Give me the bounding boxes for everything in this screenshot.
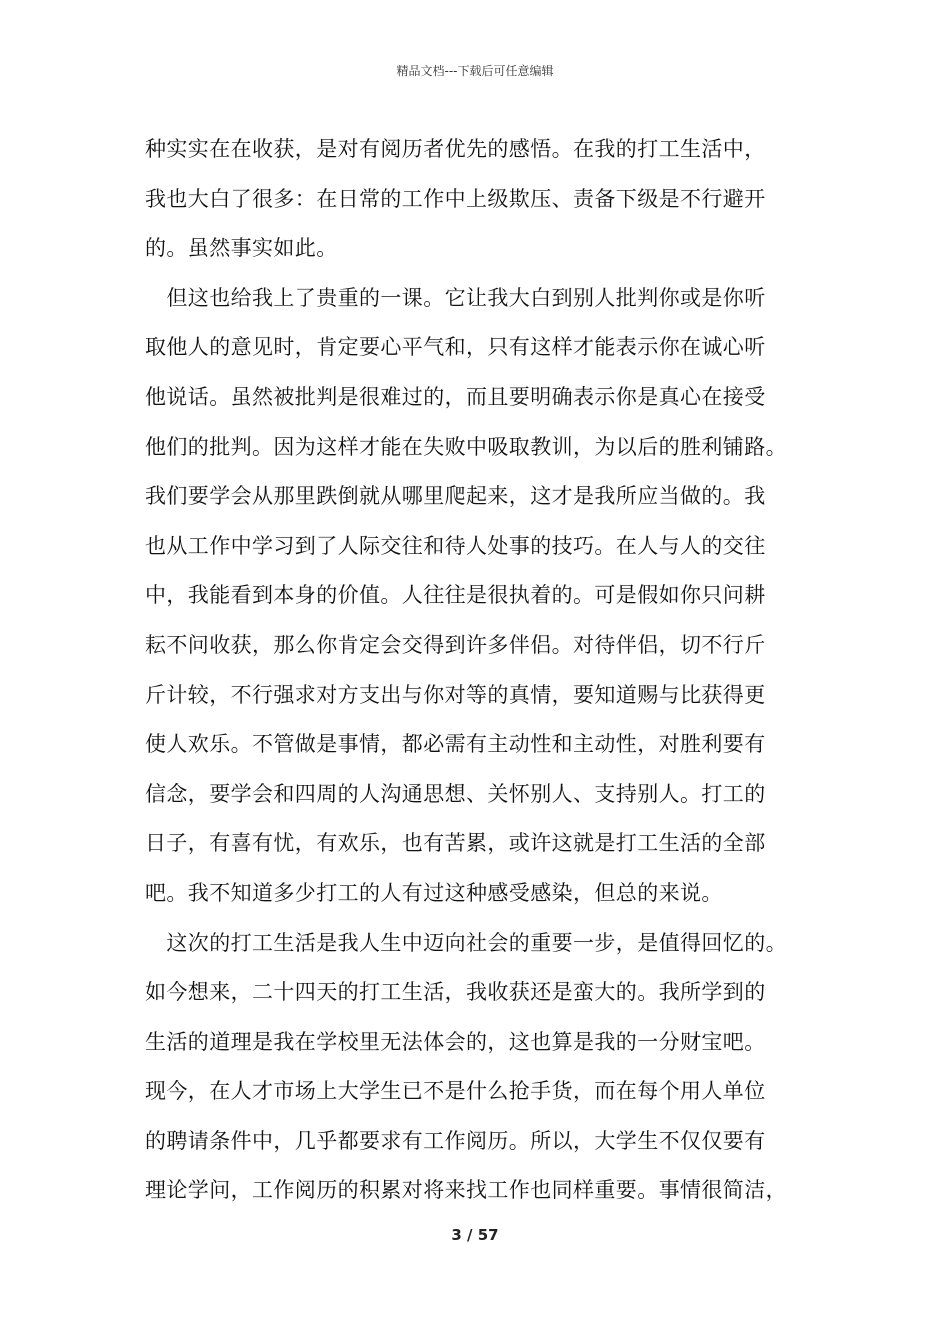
text-line: 斤计较，不行强求对方支出与你对等的真情，要知道赐与比获得更 [145,682,766,707]
page-number [0,1226,950,1244]
text-line: 如今想来，二十四天的打工生活，我收获还是蛮大的。我所学到的 [145,980,766,1005]
text-line: 吧。我不知道多少打工的人有过这种感受感染，但总的来说。 [145,880,723,905]
text-line: 这次的打工生活是我人生中迈向社会的重要一步，是值得回忆的。 [145,930,787,955]
text-line: 种实实在在收获，是对有阅历者优先的感悟。在我的打工生活中， [145,137,766,161]
text-line: 我也大白了很多：在日常的工作中上级欺压、责备下级是不行避开 [145,186,766,211]
document-body [145,125,817,1216]
text-line: 的聘请条件中，几乎都要求有工作阅历。所以，大学生不仅仅要有 [145,1128,766,1153]
text-line: 现今，在人才市场上大学生已不是什么抢手货，而在每个用人单位 [145,1079,766,1104]
text-line: 他说话。虽然被批判是很难过的，而且要明确表示你是真心在接受 [145,384,766,409]
text-line: 但这也给我上了贵重的一课。它让我大白到别人批判你或是你听 [145,285,766,310]
text-line: 使人欢乐。不管做是事情，都必需有主动性和主动性，对胜利要有 [145,732,766,757]
text-line: 耘不问收获，那么你肯定会交得到许多伴侣。对待伴侣，切不行斤 [145,632,766,657]
text-line: 他们的批判。因为这样才能在失败中吸取教训，为以后的胜利铺路。 [145,434,787,459]
page-current: 3 [451,1226,462,1244]
text-line: 取他人的意见时，肯定要心平气和，只有这样才能表示你在诚心听 [145,335,766,360]
text-line: 信念，要学会和四周的人沟通思想、关怀别人、支持别人。打工的 [145,781,766,806]
text-line: 的。虽然事实如此。 [145,236,338,261]
page-header: 精品文档---下载后可任意编辑 [396,64,554,78]
page-separator: / [467,1226,473,1244]
text-line: 也从工作中学习到了人际交往和待人处事的技巧。在人与人的交往 [145,533,766,558]
text-line: 中，我能看到本身的价值。人往往是很执着的。可是假如你只问耕 [145,583,766,608]
text-line: 生活的道理是我在学校里无法体会的，这也算是我的一分财宝吧。 [145,1029,766,1054]
text-line: 我们要学会从那里跌倒就从哪里爬起来，这才是我所应当做的。我 [145,484,766,509]
page-total: 57 [477,1226,499,1244]
text-line: 日子，有喜有忧，有欢乐，也有苦累，或许这就是打工生活的全部 [145,831,766,856]
text-line: 理论学问，工作阅历的积累对将来找工作也同样重要。事情很简洁， [145,1178,787,1203]
